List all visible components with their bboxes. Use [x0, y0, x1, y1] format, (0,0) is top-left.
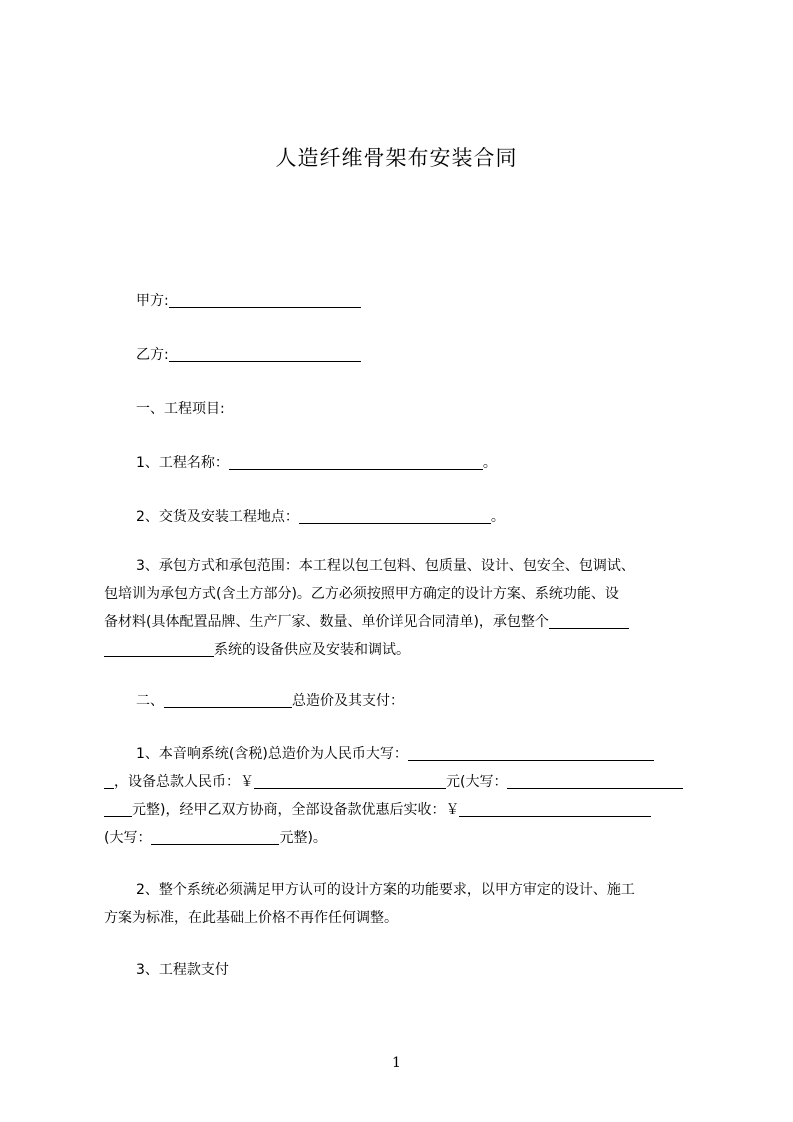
party-a-label: 甲方:	[136, 293, 169, 309]
item2-line	[136, 503, 736, 531]
pay3-heading: 3、工程款支付	[136, 962, 229, 978]
discounted-total-blank[interactable]	[459, 800, 651, 817]
party-a-line	[136, 287, 736, 315]
item3-line-4	[104, 636, 704, 664]
pay2-line-1: 2、整个系统必须满足甲方认可的设计方案的功能要求，以甲方审定的设计、施工	[136, 882, 635, 898]
section2-suffix: 总造价及其支付：	[292, 693, 404, 709]
party-b-blank[interactable]	[169, 345, 361, 362]
pay1-line-3-text: 元整)，经甲乙双方协商，全部设备款优惠后实收：￥	[132, 802, 460, 818]
total-price-uppercase-blank-cont[interactable]	[104, 772, 114, 789]
pay1-line-4-text-b: 元整)。	[279, 830, 327, 846]
section2-blank[interactable]	[164, 691, 292, 708]
equipment-total-uppercase-blank[interactable]	[507, 772, 683, 789]
pay1-line-1-text: 1、本音响系统(含税)总造价为人民币大写：	[136, 746, 408, 762]
pay1-line-4	[104, 824, 704, 852]
total-price-uppercase-blank[interactable]	[408, 744, 654, 761]
item3-line-3-text: 备材料(具体配置品牌、生产厂家、数量、单价详见合同清单)，承包整个	[104, 614, 549, 630]
item3-line-1: 3、承包方式和承包范围：本工程以包工包料、包质量、设计、包安全、包调试、	[136, 558, 635, 574]
project-name-blank[interactable]	[229, 453, 483, 470]
item2-end: 。	[490, 509, 505, 525]
item3-line-3	[104, 608, 704, 636]
section1-heading: 一、工程项目:	[136, 401, 225, 417]
pay2-line-2: 方案为标准，在此基础上价格不再作任何调整。	[104, 910, 398, 926]
item1-line	[136, 449, 736, 477]
item2-label: 2、交货及安装工程地点：	[136, 509, 299, 525]
section2-prefix: 二、	[136, 693, 164, 709]
equipment-total-uppercase-blank-cont[interactable]	[104, 800, 132, 817]
party-b-line	[136, 341, 736, 369]
pay1-line-2-text-b: 元(大写：	[446, 774, 508, 790]
contract-title: 人造纤维骨架布安装合同	[275, 146, 518, 170]
page-number: 1	[392, 1055, 401, 1071]
party-b-label: 乙方:	[136, 347, 169, 363]
scope-blank-1[interactable]	[549, 612, 629, 629]
pay1-line-4-text-a: (大写：	[104, 830, 152, 846]
section2-heading	[136, 687, 736, 715]
equipment-total-blank[interactable]	[254, 772, 446, 789]
pay1-line-2	[104, 768, 704, 796]
party-a-blank[interactable]	[169, 291, 361, 308]
pay1-line-3	[104, 796, 704, 824]
pay1-line-1	[136, 740, 736, 768]
location-blank[interactable]	[299, 507, 491, 524]
scope-blank-2[interactable]	[104, 640, 214, 657]
pay1-line-2-text-a: ，设备总款人民币：￥	[114, 774, 254, 790]
item3-line-4-text: 系统的设备供应及安装和调试。	[214, 642, 410, 658]
discounted-total-uppercase-blank[interactable]	[151, 828, 279, 845]
item1-end: 。	[482, 455, 497, 471]
item1-label: 1、工程名称：	[136, 455, 229, 471]
item3-line-2: 包培训为承包方式(含土方部分)。乙方必须按照甲方确定的设计方案、系统功能、设	[104, 586, 619, 602]
